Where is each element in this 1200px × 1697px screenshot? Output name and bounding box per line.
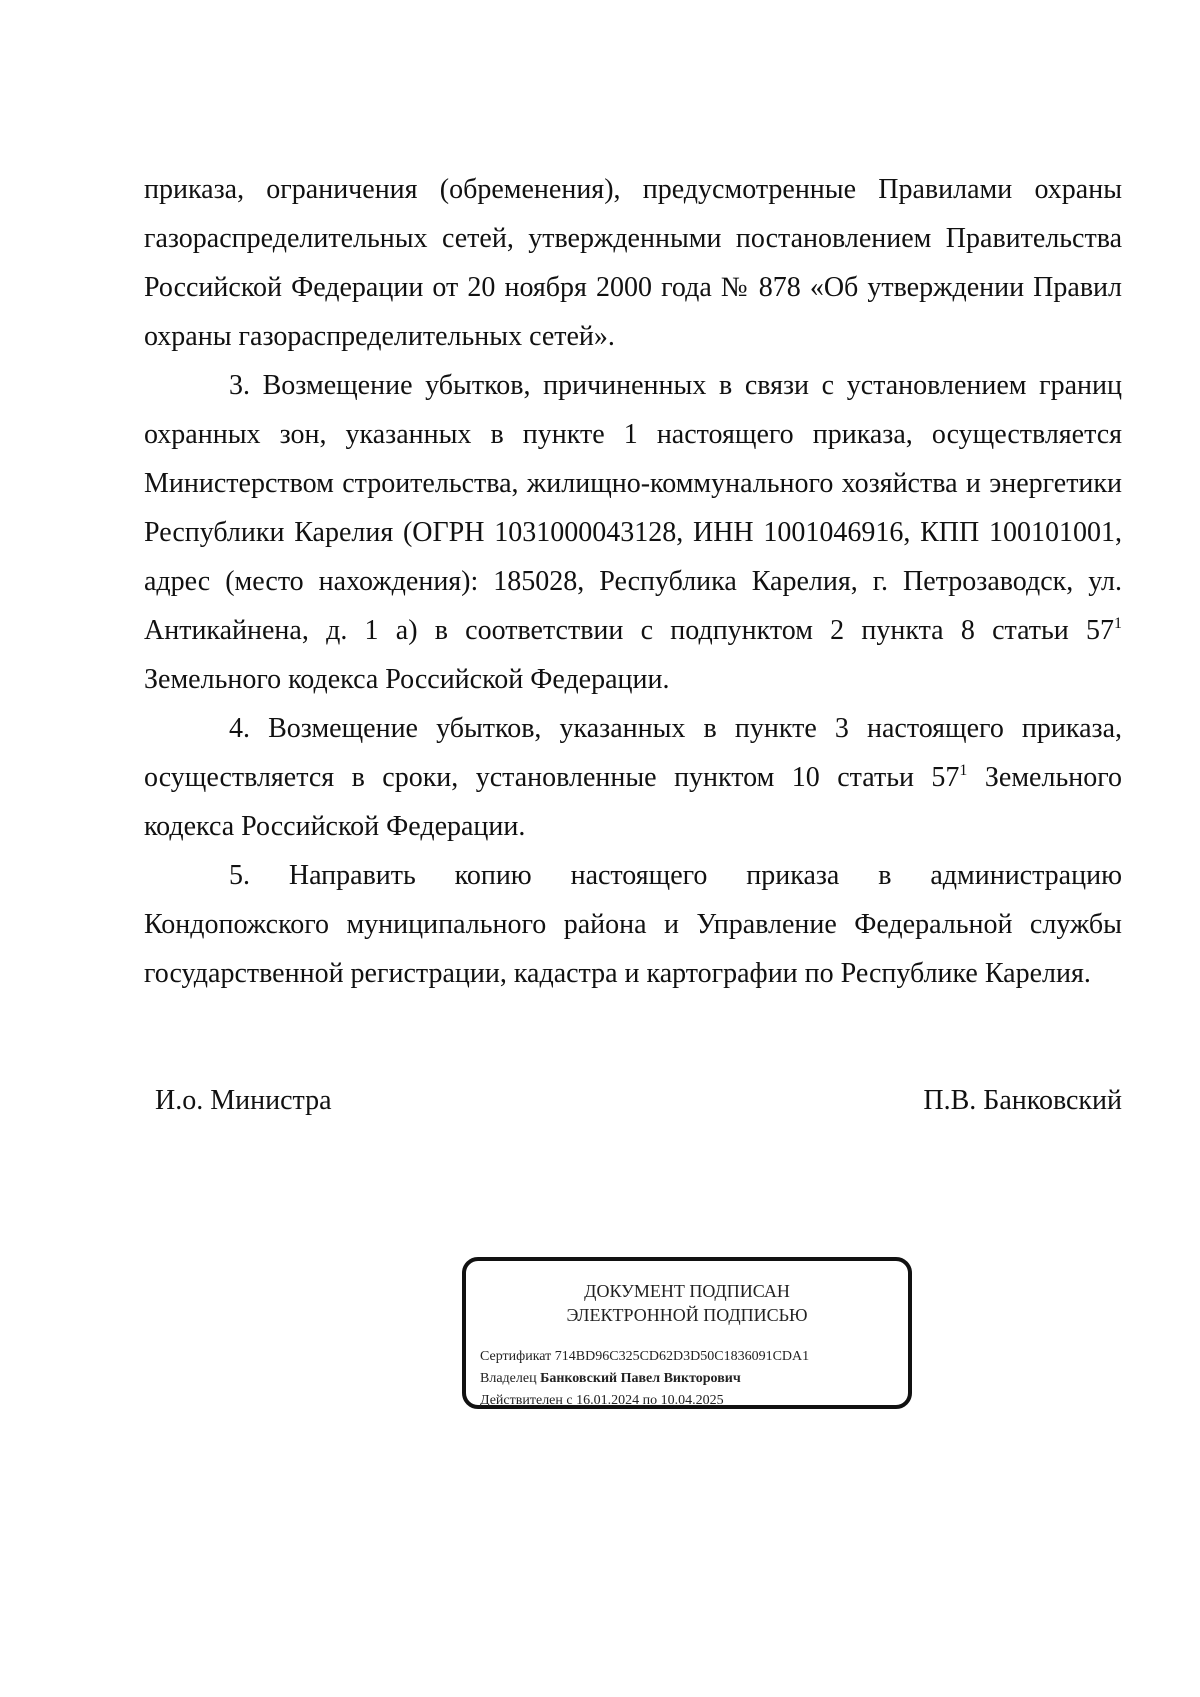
paragraph-item-3-text: 3. Возмещение убытков, причиненных в связи с установлением границ охранных зон, указанных в пункте 1 настоящего приказа, осуществляется Министерством строительства, жилищно-коммунального хозяйства и энергетики Республики Карелия (ОГРН 1031000043128, ИНН 1001046916, КПП 100101001, адрес (место нахождения): 185028, Республика Карелия, г. Петрозаводск, ул. Антикайнена, д. 1 а) в соответствии с подпунктом 2 пункта 8 статьи 57 <box>144 370 1122 646</box>
paragraph-item-4-text: 4. Возмещение убытков, указанных в пункте 3 настоящего приказа, осуществляется в сроки, установленные пунктом 10 статьи 57 <box>144 713 1122 793</box>
stamp-owner-line <box>480 1368 809 1390</box>
paragraph-item-5: 5. Направить копию настоящего приказа в администрацию Кондопожского муниципального района и Управление Федеральной службы государственной регистрации, кадастра и картографии по Республике Карелия. <box>144 860 1122 989</box>
article-superscript: 1 <box>1114 615 1122 632</box>
paragraph-item-4 <box>144 704 1122 851</box>
valid-to-label: по <box>642 1393 658 1408</box>
stamp-title-line-2: ЭЛЕКТРОННОЙ ПОДПИСЬЮ <box>566 1305 808 1325</box>
paragraph-item-3-tail: Земельного кодекса Российской Федерации. <box>144 664 670 695</box>
stamp-title <box>466 1279 908 1327</box>
owner-value: Банковский Павел Викторович <box>540 1371 741 1386</box>
stamp-details <box>480 1346 809 1412</box>
article-superscript: 1 <box>959 762 968 779</box>
valid-label: Действителен <box>480 1393 563 1408</box>
valid-from-label: с <box>566 1393 573 1408</box>
signatory-position: И.о. Министра <box>155 1085 332 1116</box>
paragraph-item-4-tail: Земельного кодекса Российской Федерации. <box>144 762 1122 842</box>
stamp-certificate-line <box>480 1346 809 1368</box>
paragraph-item-3 <box>144 361 1122 704</box>
signature-block <box>155 1083 1122 1119</box>
paragraph-continuation: приказа, ограничения (обременения), предусмотренные Правилами охраны газораспределительных сетей, утвержденными постановлением Правительства Российской Федерации от 20 ноября 2000 года № 878 «Об утверждении Правил охраны газораспределительных сетей». <box>144 174 1122 352</box>
signatory-name: П.В. Банковский <box>923 1085 1122 1116</box>
electronic-signature-stamp <box>462 1257 912 1409</box>
document-body <box>144 165 1122 998</box>
stamp-validity-line <box>480 1390 809 1412</box>
certificate-value: 714BD96C325CD62D3D50C1836091CDA1 <box>554 1349 810 1364</box>
stamp-title-line-1: ДОКУМЕНТ ПОДПИСАН <box>584 1281 790 1301</box>
owner-label: Владелец <box>480 1371 537 1386</box>
valid-to-date: 10.04.2025 <box>660 1393 724 1408</box>
certificate-label: Сертификат <box>480 1349 552 1364</box>
valid-from-date: 16.01.2024 <box>576 1393 640 1408</box>
